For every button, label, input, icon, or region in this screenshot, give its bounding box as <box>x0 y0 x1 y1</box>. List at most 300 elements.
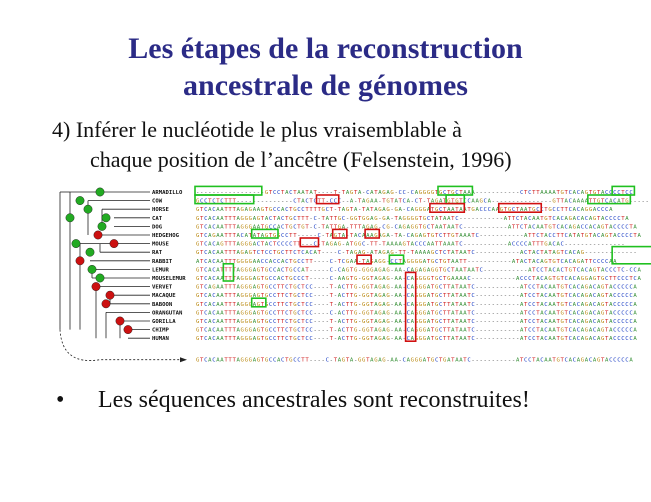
base: A <box>540 319 544 325</box>
base: T <box>455 310 459 317</box>
base: - <box>467 224 471 231</box>
base: T <box>467 284 471 291</box>
base: C <box>459 241 463 248</box>
base: T <box>353 224 358 231</box>
base: G <box>418 258 423 265</box>
base: C <box>297 357 301 364</box>
base: T <box>398 258 402 265</box>
base: T <box>272 241 277 248</box>
base: - <box>491 250 496 257</box>
base: T <box>467 319 471 325</box>
base: C <box>443 250 447 257</box>
base: A <box>576 250 581 257</box>
base: A <box>580 327 585 334</box>
base: - <box>268 198 273 205</box>
base: G <box>601 284 605 291</box>
base: T <box>556 190 560 196</box>
base: G <box>584 293 589 300</box>
base: G <box>366 198 370 205</box>
base: C <box>532 327 536 334</box>
base: T <box>564 190 568 196</box>
base: A <box>374 276 378 282</box>
base: C <box>515 241 520 248</box>
base: C <box>297 301 301 308</box>
base: A <box>374 198 378 205</box>
base: C <box>212 357 216 364</box>
base: T <box>629 224 633 231</box>
base: G <box>362 293 366 300</box>
base: G <box>434 198 439 205</box>
base: G <box>337 241 342 248</box>
base: T <box>224 319 228 325</box>
base: C <box>629 233 633 239</box>
base: T <box>443 293 447 300</box>
base: - <box>475 336 479 343</box>
base: C <box>301 207 305 214</box>
base: C <box>281 215 285 222</box>
base: C <box>443 190 447 196</box>
base: T <box>434 233 439 239</box>
base: T <box>560 357 564 364</box>
base: A <box>580 267 585 274</box>
base: G <box>443 267 447 274</box>
species-label: ARMADILLO <box>152 190 183 196</box>
base: A <box>398 319 402 325</box>
base: G <box>601 336 605 343</box>
base: C <box>625 357 629 364</box>
base: T <box>588 190 593 196</box>
base: A <box>216 258 220 265</box>
base: - <box>499 258 504 265</box>
base: G <box>414 293 419 300</box>
base: T <box>596 267 601 274</box>
base: A <box>418 250 423 257</box>
base: A <box>580 258 585 265</box>
base: A <box>374 267 378 274</box>
base: C <box>524 250 528 257</box>
base: C <box>406 293 410 300</box>
base: G <box>430 267 435 274</box>
base: T <box>277 327 281 334</box>
base: T <box>321 241 325 248</box>
base: T <box>467 301 471 308</box>
base: T <box>588 198 593 205</box>
base: - <box>503 284 508 291</box>
sequence-row <box>196 276 641 282</box>
base: T <box>596 276 601 282</box>
base: T <box>345 284 350 291</box>
base: A <box>613 258 617 265</box>
base: C <box>439 293 443 300</box>
base: G <box>248 224 253 231</box>
sequence-row <box>196 310 637 316</box>
base: G <box>414 233 419 239</box>
base: T <box>289 233 293 239</box>
base: T <box>337 207 342 214</box>
base: G <box>358 241 362 248</box>
base: A <box>564 258 568 265</box>
base: A <box>382 301 386 308</box>
base: A <box>609 336 613 343</box>
base: T <box>447 327 451 334</box>
base: T <box>358 198 362 205</box>
species-label: DOG <box>152 224 163 231</box>
base: - <box>580 241 585 248</box>
base: T <box>200 215 204 222</box>
base: A <box>337 276 342 282</box>
base: C <box>621 276 625 282</box>
base: T <box>200 207 204 214</box>
base: G <box>333 233 338 239</box>
base: A <box>252 336 257 343</box>
base: C <box>584 224 589 231</box>
base: C <box>313 215 317 222</box>
base: T <box>224 310 228 317</box>
base: - <box>491 267 496 274</box>
base: A <box>208 336 212 343</box>
base: - <box>483 215 487 222</box>
base: C <box>297 267 301 274</box>
base: A <box>410 310 415 317</box>
base: G <box>248 258 253 265</box>
base: T <box>333 190 338 196</box>
tree-node <box>86 248 94 256</box>
base: - <box>633 198 637 205</box>
base: - <box>613 250 617 257</box>
base: - <box>317 190 321 196</box>
base: T <box>200 250 204 257</box>
base: T <box>430 276 435 282</box>
base: - <box>491 357 496 364</box>
base: - <box>390 233 394 239</box>
base: A <box>410 233 415 239</box>
base: G <box>601 327 605 334</box>
base: T <box>289 258 293 265</box>
base: - <box>507 267 512 274</box>
base: T <box>224 215 228 222</box>
base: A <box>572 215 577 222</box>
base: C <box>439 310 443 317</box>
base: G <box>248 301 253 308</box>
base: A <box>596 327 601 334</box>
base: G <box>293 319 297 325</box>
base: - <box>309 215 313 222</box>
base: A <box>216 357 220 364</box>
base: T <box>232 327 236 334</box>
base: C <box>268 284 273 291</box>
base: A <box>463 250 467 257</box>
base: C <box>576 215 581 222</box>
base: - <box>394 190 398 196</box>
base: C <box>625 310 629 317</box>
base: C <box>629 301 633 308</box>
base: C <box>633 267 637 274</box>
base: - <box>621 250 625 257</box>
base: T <box>443 336 447 343</box>
base: C <box>609 215 613 222</box>
base: A <box>216 319 220 325</box>
sequence-row <box>196 216 629 222</box>
base: - <box>564 241 568 248</box>
base: - <box>390 215 394 222</box>
base: C <box>528 319 532 325</box>
base: A <box>532 215 536 222</box>
sequence-row <box>196 285 637 291</box>
base: G <box>244 327 248 334</box>
base: G <box>353 310 358 317</box>
base: G <box>430 258 435 265</box>
base: A <box>236 241 240 248</box>
base: C <box>568 327 572 334</box>
base: - <box>317 215 321 222</box>
base: G <box>256 319 261 325</box>
base: T <box>277 336 281 343</box>
base: A <box>495 207 500 214</box>
base: T <box>609 233 613 239</box>
base: A <box>617 198 621 205</box>
base: A <box>471 198 475 205</box>
base: A <box>580 207 585 214</box>
base: - <box>333 319 338 325</box>
base: C <box>212 198 216 205</box>
base: G <box>244 224 248 231</box>
base: C <box>285 233 289 239</box>
base: - <box>495 293 500 300</box>
base: C <box>268 241 273 248</box>
base: C <box>289 241 293 248</box>
base: - <box>240 198 244 205</box>
base: G <box>402 241 406 248</box>
base: C <box>532 284 536 291</box>
base: T <box>439 357 443 364</box>
base: T <box>329 327 334 334</box>
base: G <box>264 336 269 343</box>
base: - <box>479 258 483 265</box>
base: G <box>418 276 423 282</box>
base: C <box>204 207 208 214</box>
base: T <box>443 319 447 325</box>
base: T <box>536 336 540 343</box>
base: C <box>617 224 621 231</box>
base: G <box>277 250 281 257</box>
base: - <box>325 198 329 205</box>
base: G <box>256 284 261 291</box>
base: G <box>426 276 431 282</box>
base: - <box>224 190 228 196</box>
base: G <box>386 319 390 325</box>
base: - <box>479 284 483 291</box>
base: - <box>305 241 309 248</box>
base: A <box>353 258 358 265</box>
base: A <box>528 267 532 274</box>
base: A <box>580 190 585 196</box>
base: - <box>495 241 500 248</box>
base: T <box>447 319 451 325</box>
base: C <box>568 301 572 308</box>
base: - <box>491 258 496 265</box>
base: T <box>301 284 305 291</box>
base: A <box>588 215 593 222</box>
base: G <box>240 357 244 364</box>
base: G <box>556 357 560 364</box>
base: G <box>418 319 423 325</box>
bullet-text: Les séquences ancestrales sont reconstruites! <box>98 387 530 413</box>
base: A <box>540 258 544 265</box>
base: C <box>204 250 208 257</box>
base: G <box>248 319 253 325</box>
base: G <box>580 276 585 282</box>
base: A <box>568 250 572 257</box>
base: C <box>341 293 346 300</box>
base: A <box>382 276 386 282</box>
base: A <box>564 198 568 205</box>
base: T <box>345 250 350 257</box>
tree-node <box>106 291 114 299</box>
base: T <box>556 233 560 239</box>
base: C <box>592 319 597 325</box>
base: A <box>398 267 402 274</box>
base: C <box>613 293 617 300</box>
base: G <box>584 319 589 325</box>
base: G <box>248 207 253 214</box>
base: G <box>584 190 589 196</box>
base: - <box>471 276 475 282</box>
base: A <box>601 215 605 222</box>
base: - <box>499 293 504 300</box>
base: A <box>430 198 435 205</box>
base: C <box>613 336 617 343</box>
base: T <box>439 215 443 222</box>
base: A <box>572 327 577 334</box>
base: - <box>281 198 285 205</box>
base: C <box>613 284 617 291</box>
base: C <box>297 293 301 300</box>
base: C <box>625 293 629 300</box>
base: A <box>394 319 398 325</box>
base: T <box>224 301 228 308</box>
base: - <box>503 241 508 248</box>
base: C <box>272 327 277 334</box>
base: C <box>576 301 581 308</box>
base: A <box>576 224 581 231</box>
base: - <box>402 276 406 282</box>
base: C <box>621 327 625 334</box>
base: A <box>528 224 532 231</box>
base: C <box>341 301 346 308</box>
base: - <box>321 319 325 325</box>
base: C <box>309 293 313 300</box>
base: C <box>362 241 366 248</box>
base: T <box>609 276 613 282</box>
base: C <box>605 276 609 282</box>
base: C <box>629 293 633 300</box>
base: G <box>268 207 273 214</box>
base: C <box>272 310 277 317</box>
base: G <box>422 276 427 282</box>
base: A <box>236 336 240 343</box>
base: - <box>479 224 483 231</box>
base: - <box>601 250 605 257</box>
base: C <box>281 267 285 274</box>
base: G <box>378 267 382 274</box>
base: - <box>641 198 645 205</box>
base: T <box>224 198 228 205</box>
base: A <box>552 190 556 196</box>
base: C <box>560 267 564 274</box>
base: T <box>256 233 261 239</box>
base: A <box>220 258 224 265</box>
base: A <box>580 301 585 308</box>
base: A <box>374 301 378 308</box>
base: G <box>362 267 366 274</box>
base: T <box>447 284 451 291</box>
base: - <box>252 190 257 196</box>
sequence-row <box>196 319 637 325</box>
base: G <box>366 224 370 231</box>
base: T <box>532 233 536 239</box>
step-point <box>52 115 632 175</box>
base: A <box>402 258 406 265</box>
base: A <box>374 336 378 343</box>
base: T <box>228 233 232 239</box>
base: C <box>272 258 277 265</box>
base: T <box>605 319 609 325</box>
base: G <box>366 310 370 317</box>
base: G <box>584 284 589 291</box>
base: C <box>285 241 289 248</box>
base: - <box>503 276 508 282</box>
base: G <box>256 310 261 317</box>
base: G <box>422 267 427 274</box>
base: T <box>349 267 354 274</box>
base: T <box>200 258 204 265</box>
base: - <box>528 198 532 205</box>
base: A <box>386 250 390 257</box>
base: A <box>277 267 281 274</box>
base: C <box>528 327 532 334</box>
base: T <box>329 207 334 214</box>
base: A <box>394 276 398 282</box>
base: C <box>592 284 597 291</box>
base: C <box>568 336 572 343</box>
base: C <box>402 190 406 196</box>
base: A <box>208 233 212 239</box>
base: C <box>544 301 548 308</box>
species-label: BABOON <box>152 301 173 308</box>
base: A <box>588 284 593 291</box>
base: T <box>455 207 459 214</box>
base: - <box>358 319 362 325</box>
base: A <box>572 198 577 205</box>
base: A <box>520 319 524 325</box>
base: A <box>394 284 398 291</box>
base: A <box>244 233 248 239</box>
base: G <box>256 301 261 308</box>
base: A <box>588 310 593 317</box>
base: A <box>394 293 398 300</box>
base: C <box>406 276 410 282</box>
base: T <box>345 327 350 334</box>
base: A <box>390 241 394 248</box>
base: T <box>228 357 232 364</box>
base: C <box>532 224 536 231</box>
species-label: COW <box>152 198 163 205</box>
base: A <box>410 207 415 214</box>
base: A <box>337 284 342 291</box>
base: T <box>370 293 374 300</box>
base: G <box>560 327 564 334</box>
base: C <box>601 207 605 214</box>
